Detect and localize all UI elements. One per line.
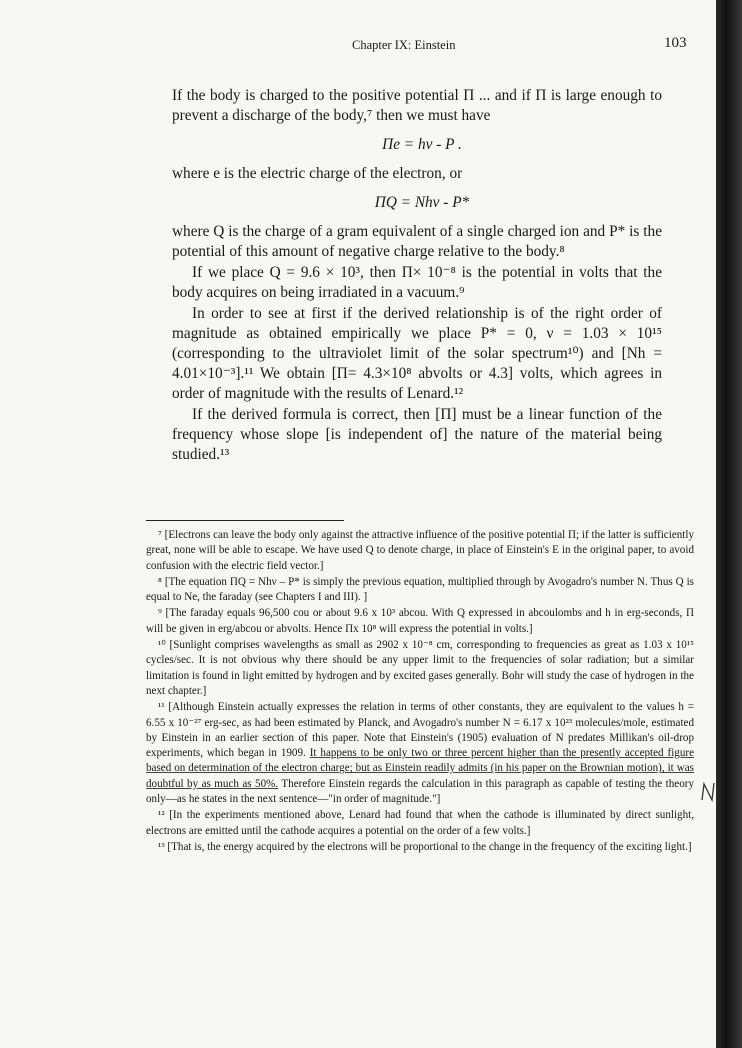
footnote-11: [146, 700, 694, 807]
footnote-7: ⁷ [Electrons can leave the body only against the attractive influence of the positive potential Π; if the latter is sufficiently great, none will be able to escape. We have used Q to denote charge, in place of Einstein's E in the original paper, to avoid confusion with the electric field vector.]: [146, 529, 694, 572]
paragraph: If we place Q = 9.6 × 10³, then Π× 10⁻⁸ is the potential in volts that the body acquires on being irradiated in a vacuum.⁹: [172, 264, 662, 301]
footnote-10: ¹⁰ [Sunlight comprises wavelengths as small as 2902 x 10⁻⁸ cm, corresponding to frequencies as great as 1.03 x 10¹⁵ cycles/sec. It is not obvious why there should be any upper limit to the frequencies of solar radiation; but a similar limitation is found in light emitted by hydrogen and by excited gases generally. Bohr will study the case of hydrogen in the next chapter.]: [146, 639, 694, 697]
book-spine-shadow: [716, 0, 742, 1048]
footnote-11-text: ¹¹ [Although Einstein actually expresses the relation in terms of other constants, they are equivalent to the values h = 6.55 x 10⁻²⁷ erg-sec, as had been estimated by Planck, and Avogadro's number N = 6.17 x 10²³ molecules/mole, estimated by Einstein in an earlier section of this paper. Note that Einstein's (1905) evaluation of N predates Millikan's oil-drop experiments, which began in 1909.: [146, 701, 694, 760]
equation: Πe = hν - P .: [382, 136, 462, 153]
footnote-9: ⁹ [The faraday equals 96,500 cou or about 9.6 x 10³ abcou. With Q expressed in abcoulombs and h in erg-seconds, Π will be given in erg/abcou or abvolts. Hence Πx 10⁸ will express the potential in volts.]: [146, 607, 694, 635]
footnotes: [146, 528, 694, 856]
page-number: 103: [664, 35, 687, 51]
equation: ΠQ = Nhν - P*: [374, 194, 470, 211]
footnote-11-text-end: Therefore Einstein regards the calculation in this paragraph as capable of testing the theory only—as he states in the next sentence—"in order of magnitude."]: [146, 777, 694, 806]
underlined-text: It happens to be only two or three percent higher than the presently accepted figure based on determination of the electron charge; but as Einstein readily admits (in his paper on the Brownian motion), it was doubtful by as much as 50%.: [146, 747, 694, 790]
handwritten-annotation: [700, 778, 716, 806]
paragraph: where e is the electric charge of the electron, or: [172, 165, 463, 182]
main-text: [172, 86, 662, 466]
paragraph: In order to see at first if the derived relationship is of the right order of magnitude as obtained empirically we place P* = 0, ν = 1.03 × 10¹⁵ (corresponding to the ultraviolet limit of the solar spectrum¹⁰) and [Nh = 4.01×10⁻³].¹¹ We obtain [Π= 4.3×10⁸ abvolts or 4.3] volts, which agrees in order of magnitude with the results of Lenard.¹²: [172, 305, 662, 402]
footnote-13: ¹³ [That is, the energy acquired by the electrons will be proportional to the change in the frequency of the exciting light.]: [158, 840, 692, 853]
paragraph: If the derived formula is correct, then [Π] must be a linear function of the frequency whose slope [is independent of] the nature of the material being studied.¹³: [172, 406, 662, 463]
footnote-12: ¹² [In the experiments mentioned above, Lenard had found that when the cathode is illuminated by direct sunlight, electrons are emitted until the cathode acquires a potential on the order of a few volts.]: [146, 809, 694, 837]
paragraph: where Q is the charge of a gram equivalent of a single charged ion and P* is the potential of this amount of negative charge relative to the body.⁸: [172, 223, 662, 260]
paragraph: If the body is charged to the positive potential Π ... and if Π is large enough to prevent a discharge of the body,⁷ then we must have: [172, 87, 662, 124]
footnote-8: ⁸ [The equation ΠQ = Nhν – P* is simply the previous equation, multiplied through by Avogadro's number N. Thus Q is equal to Ne, the faraday (see Chapters I and III). ]: [146, 575, 694, 604]
footnote-separator: [146, 520, 344, 521]
chapter-title: Chapter IX: Einstein: [352, 38, 456, 52]
